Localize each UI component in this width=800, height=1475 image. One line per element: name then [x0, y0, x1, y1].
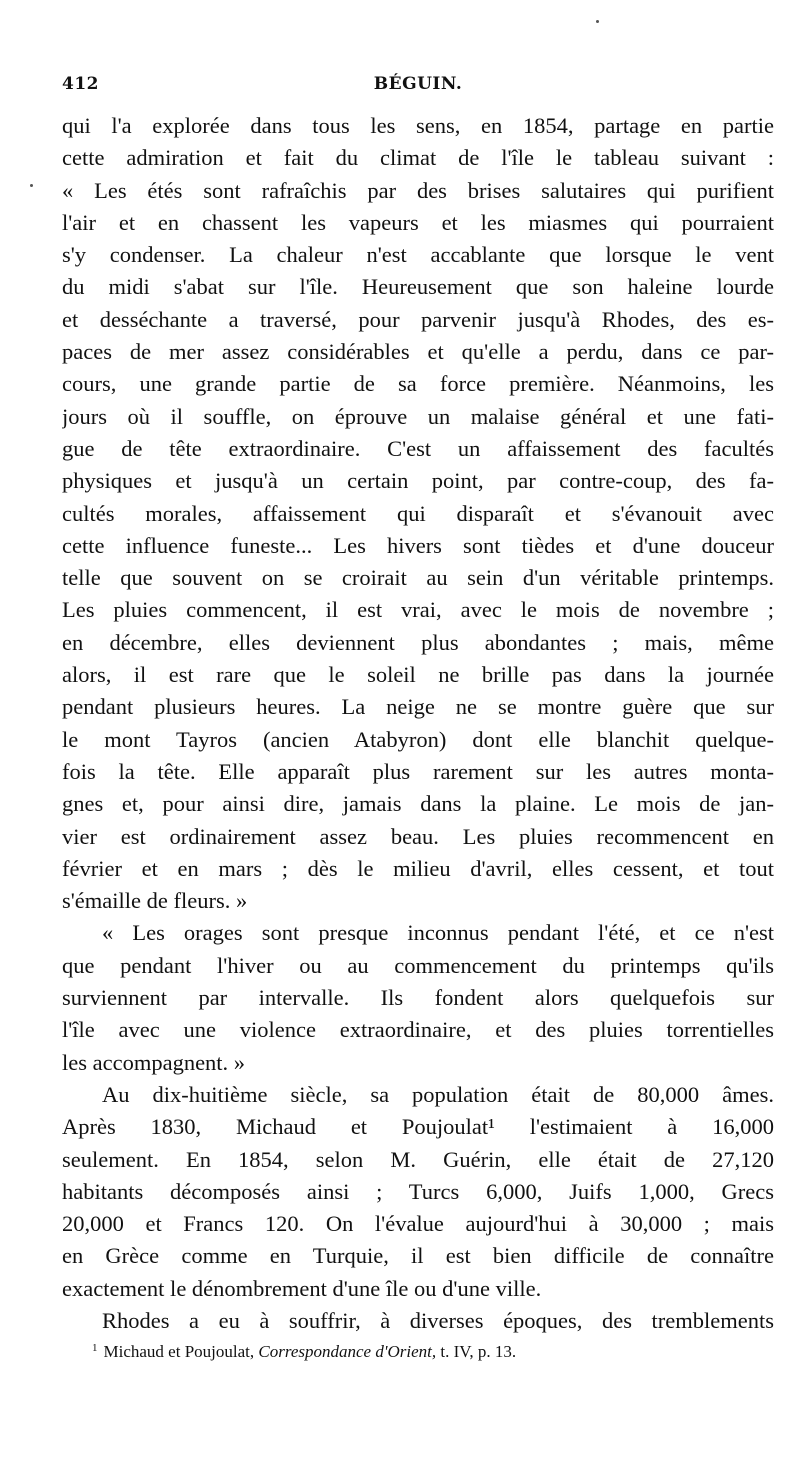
text-line: l'air et en chassent les vapeurs et les miasmes qui pourraient [62, 209, 774, 235]
text-line: alors, il est rare que le soleil ne brille pas dans la journée [62, 662, 774, 688]
text-line: Les pluies commencent, il est vrai, avec le mois de novembre ; [62, 597, 774, 623]
text-line: en décembre, elles deviennent plus abondantes ; mais, même [62, 629, 774, 655]
text-line: fois la tête. Elle apparaît plus rarement sur les autres monta- [62, 758, 774, 784]
footnote-reference: t. IV, p. 13. [440, 1342, 517, 1361]
text-line: gnes et, pour ainsi dire, jamais dans la plaine. Le mois de jan- [62, 791, 774, 817]
text-line: les accompagnent. » [62, 1049, 246, 1075]
text-line: Après 1830, Michaud et Poujoulat¹ l'estimaient à 16,000 [62, 1114, 774, 1140]
footnote-title: Correspondance d'Orient, [258, 1342, 437, 1361]
text-line: cours, une grande partie de sa force première. Néanmoins, les [62, 371, 774, 397]
text-line: paces de mer assez considérables et qu'elle a perdu, dans ce par- [62, 339, 774, 365]
ink-speck [30, 184, 33, 187]
text-line: cette admiration et fait du climat de l'île le tableau suivant : [62, 145, 774, 171]
text-line: jours où il souffle, on éprouve un malaise général et une fati- [62, 403, 774, 429]
footnote [92, 1336, 772, 1364]
text-line: en Grèce comme en Turquie, il est bien difficile de connaître [62, 1243, 774, 1269]
running-title: BÉGUIN. [373, 74, 463, 94]
text-line: « Les orages sont presque inconnus pendant l'été, et ce n'est [102, 920, 774, 946]
page-number: 412 [62, 74, 99, 94]
footnote-marker: 1 [92, 1342, 98, 1354]
text-line: Rhodes a eu à souffrir, à diverses époques, des tremblements [102, 1307, 774, 1333]
text-line: Au dix-huitième siècle, sa population était de 80,000 âmes. [102, 1081, 774, 1107]
text-line: « Les étés sont rafraîchis par des brises salutaires qui purifient [62, 177, 774, 203]
text-line: et desséchante a traversé, pour parvenir jusqu'à Rhodes, des es- [62, 306, 774, 332]
text-line: physiques et jusqu'à un certain point, par contre-coup, des fa- [62, 468, 774, 494]
text-line: février et en mars ; dès le milieu d'avril, elles cessent, et tout [62, 855, 774, 881]
text-line: du midi s'abat sur l'île. Heureusement que son haleine lourde [62, 274, 774, 300]
text-line: pendant plusieurs heures. La neige ne se montre guère que sur [62, 694, 774, 720]
text-line: vier est ordinairement assez beau. Les pluies recommencent en [62, 823, 774, 849]
text-line: telle que souvent on se croirait au sein d'un véritable printemps. [62, 565, 774, 591]
text-line: 20,000 et Francs 120. On l'évalue aujourd'hui à 30,000 ; mais [62, 1211, 774, 1237]
page-header [62, 74, 774, 98]
text-line: seulement. En 1854, selon M. Guérin, elle était de 27,120 [62, 1146, 774, 1172]
footnote-authors: Michaud et Poujoulat, [103, 1342, 255, 1361]
text-line: exactement le dénombrement d'une île ou d'une ville. [62, 1275, 542, 1301]
text-line: gue de tête extraordinaire. C'est un affaissement des facultés [62, 435, 774, 461]
body-text [62, 110, 774, 1337]
text-line: le mont Tayros (ancien Atabyron) dont elle blanchit quelque- [62, 726, 774, 752]
text-line: s'émaille de fleurs. » [62, 888, 248, 914]
text-line: cette influence funeste... Les hivers sont tièdes et d'une douceur [62, 532, 774, 558]
text-line: que pendant l'hiver ou au commencement du printemps qu'ils [62, 952, 774, 978]
text-line: surviennent par intervalle. Ils fondent alors quelquefois sur [62, 985, 774, 1011]
text-line: s'y condenser. La chaleur n'est accablante que lorsque le vent [62, 242, 774, 268]
text-line: habitants décomposés ainsi ; Turcs 6,000, Juifs 1,000, Grecs [62, 1178, 774, 1204]
ink-speck [596, 20, 599, 23]
text-line: l'île avec une violence extraordinaire, et des pluies torrentielles [62, 1017, 774, 1043]
text-line: qui l'a explorée dans tous les sens, en 1854, partage en partie [62, 113, 774, 138]
text-line: cultés morales, affaissement qui disparaît et s'évanouit avec [62, 500, 774, 526]
